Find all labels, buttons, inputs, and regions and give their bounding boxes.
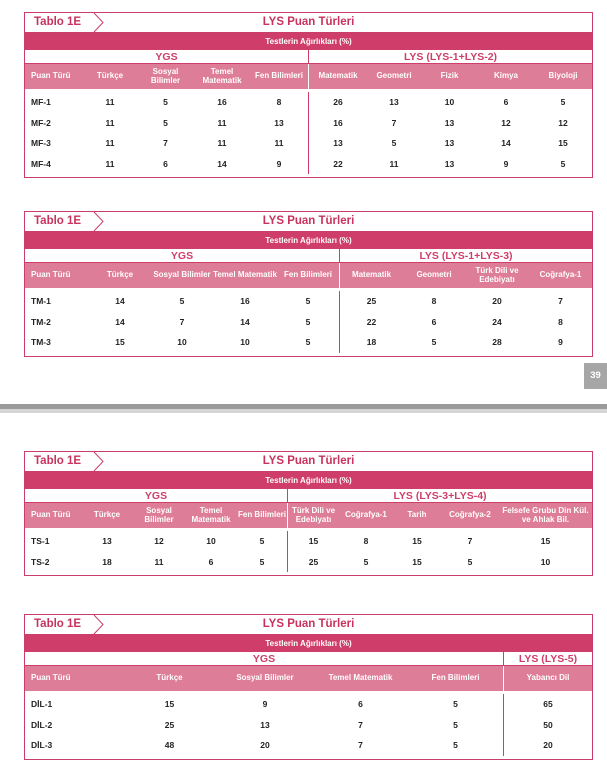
cell: 20 bbox=[503, 735, 592, 756]
cell: 24 bbox=[492, 316, 502, 327]
cell: 6 bbox=[163, 158, 168, 169]
cell: 5 bbox=[453, 699, 458, 710]
col-header: Matematik bbox=[339, 263, 403, 288]
column-headers bbox=[25, 64, 592, 89]
table-body bbox=[25, 288, 592, 356]
cell: 13 bbox=[444, 117, 455, 128]
col-header: Temel Matematik bbox=[213, 270, 277, 280]
table-title: LYS Puan Türleri bbox=[262, 455, 355, 467]
cell: 7 bbox=[358, 719, 363, 730]
cell: 10 bbox=[540, 556, 551, 567]
page-number: 39 bbox=[584, 363, 607, 389]
table-row bbox=[25, 332, 592, 353]
table-header bbox=[25, 212, 592, 232]
col-header: Tarih bbox=[407, 510, 427, 520]
cell: 5 bbox=[179, 296, 185, 307]
cell: 9 bbox=[503, 158, 509, 169]
cell: 7 bbox=[467, 536, 473, 547]
cell: 9 bbox=[262, 699, 268, 710]
cell: 15 bbox=[287, 531, 339, 552]
col-header: Sosyal Bilimler bbox=[236, 673, 294, 683]
col-header: Temel Matematik bbox=[328, 673, 393, 683]
table-title: LYS Puan Türleri bbox=[262, 16, 355, 28]
cell: 10 bbox=[206, 536, 216, 547]
cell: 48 bbox=[164, 740, 175, 751]
col-header: Geometri bbox=[376, 71, 412, 81]
cell: 15 bbox=[412, 556, 422, 567]
table-header bbox=[25, 452, 592, 472]
group-lys: LYS (LYS-3+LYS-4) bbox=[287, 489, 592, 503]
table-title: LYS Puan Türleri bbox=[262, 215, 355, 227]
tag-chevron-icon bbox=[93, 13, 105, 32]
table-row bbox=[25, 291, 592, 312]
cell: 11 bbox=[217, 138, 227, 149]
table-row bbox=[25, 312, 592, 333]
row-label: DİL-1 bbox=[31, 699, 53, 710]
cell: 22 bbox=[339, 312, 403, 333]
cell: 11 bbox=[274, 138, 284, 149]
column-headers bbox=[25, 666, 592, 691]
group-row bbox=[25, 249, 592, 263]
row-label: MF-2 bbox=[31, 117, 51, 128]
cell: 8 bbox=[558, 316, 563, 327]
table-row bbox=[25, 694, 592, 715]
cell: 8 bbox=[363, 536, 369, 547]
cell: 5 bbox=[259, 536, 265, 547]
cell: 11 bbox=[389, 158, 399, 169]
cell: 12 bbox=[154, 536, 164, 547]
cell: 10 bbox=[444, 97, 455, 108]
group-row bbox=[25, 489, 592, 503]
cell: 16 bbox=[240, 296, 250, 307]
cell: 6 bbox=[503, 97, 509, 108]
col-header: Coğrafya-2 bbox=[449, 510, 491, 520]
table-subtitle: Testlerin Ağırlıkları (%) bbox=[25, 232, 592, 249]
col-header: Matematik bbox=[308, 64, 367, 89]
cell: 13 bbox=[389, 97, 399, 108]
table-row bbox=[25, 735, 592, 756]
cell: 20 bbox=[492, 296, 502, 307]
col-header: Fen Bilimleri bbox=[237, 510, 286, 520]
col-header: Geometri bbox=[416, 270, 452, 280]
table-tm bbox=[24, 211, 593, 357]
cell: 5 bbox=[467, 556, 473, 567]
page-divider-shadow bbox=[0, 409, 607, 413]
cell: 6 bbox=[431, 316, 437, 327]
table-title: LYS Puan Türleri bbox=[262, 618, 355, 630]
cell: 7 bbox=[163, 138, 168, 149]
cell: 50 bbox=[503, 715, 592, 736]
cell: 7 bbox=[179, 316, 185, 327]
col-header: Fizik bbox=[440, 71, 459, 81]
column-headers bbox=[25, 503, 592, 528]
cell: 7 bbox=[358, 740, 363, 751]
cell: 13 bbox=[274, 117, 284, 128]
cell: 5 bbox=[391, 138, 397, 149]
group-row bbox=[25, 652, 592, 666]
cell: 15 bbox=[164, 699, 175, 710]
col-header: Fen Bilimleri bbox=[431, 673, 480, 683]
cell: 8 bbox=[276, 97, 282, 108]
table-header bbox=[25, 615, 592, 635]
col-header: Türkçe bbox=[96, 71, 124, 81]
table-row bbox=[25, 92, 592, 113]
table-subtitle: Testlerin Ağırlıkları (%) bbox=[25, 33, 592, 50]
tag-chevron-icon bbox=[93, 212, 105, 231]
row-label: TS-2 bbox=[31, 556, 50, 567]
cell: 5 bbox=[163, 117, 168, 128]
col-header: Fen Bilimleri bbox=[283, 270, 332, 280]
cell: 14 bbox=[115, 316, 125, 327]
cell: 14 bbox=[501, 138, 511, 149]
col-header: Sosyal Bilimler bbox=[153, 270, 211, 280]
table-row bbox=[25, 531, 592, 552]
group-lys: LYS (LYS-5) bbox=[503, 652, 592, 666]
cell: 11 bbox=[105, 138, 115, 149]
cell: 18 bbox=[102, 556, 112, 567]
cell: 11 bbox=[105, 117, 115, 128]
table-header bbox=[25, 13, 592, 33]
cell: 9 bbox=[276, 158, 282, 169]
table-dil bbox=[24, 614, 593, 760]
row-label: MF-1 bbox=[31, 97, 51, 108]
cell: 65 bbox=[503, 694, 592, 715]
cell: 7 bbox=[558, 296, 563, 307]
cell: 12 bbox=[558, 117, 568, 128]
table-row bbox=[25, 715, 592, 736]
row-label: MF-4 bbox=[31, 158, 51, 169]
row-label: TM-1 bbox=[31, 296, 51, 307]
cell: 5 bbox=[363, 556, 369, 567]
cell: 10 bbox=[177, 337, 187, 348]
row-label: TM-3 bbox=[31, 337, 51, 348]
tag-chevron-icon bbox=[93, 452, 105, 471]
cell: 18 bbox=[339, 332, 403, 353]
col-header: Türkçe bbox=[93, 510, 121, 520]
table-row bbox=[25, 552, 592, 573]
cell: 25 bbox=[287, 552, 339, 573]
cell: 25 bbox=[164, 719, 175, 730]
tag-chevron-icon bbox=[93, 615, 105, 634]
table-ts bbox=[24, 451, 593, 576]
cell: 13 bbox=[260, 719, 270, 730]
cell: 5 bbox=[305, 316, 311, 327]
cell: 16 bbox=[308, 113, 367, 134]
cell: 5 bbox=[431, 337, 437, 348]
col-header: Coğrafya-1 bbox=[539, 270, 582, 280]
table-tag: Tablo 1E bbox=[25, 212, 95, 231]
cell: 15 bbox=[115, 337, 125, 348]
row-label: DİL-3 bbox=[31, 740, 53, 751]
col-header: Temel Matematik bbox=[202, 67, 242, 85]
cell: 6 bbox=[208, 556, 214, 567]
cell: 11 bbox=[217, 117, 227, 128]
table-row bbox=[25, 133, 592, 154]
cell: 10 bbox=[240, 337, 250, 348]
table-subtitle: Testlerin Ağırlıkları (%) bbox=[25, 472, 592, 489]
table-body bbox=[25, 528, 592, 575]
row-label: TM-2 bbox=[31, 316, 51, 327]
cell: 5 bbox=[259, 556, 265, 567]
cell: 8 bbox=[431, 296, 437, 307]
row-label: TS-1 bbox=[31, 536, 50, 547]
col-header: Coğrafya-1 bbox=[345, 510, 387, 520]
table-body bbox=[25, 691, 592, 759]
col-header: Biyoloji bbox=[548, 71, 578, 81]
row-label: MF-3 bbox=[31, 138, 51, 149]
col-header: Yabancı Dil bbox=[503, 666, 592, 691]
cell: 20 bbox=[260, 740, 270, 751]
cell: 5 bbox=[305, 296, 311, 307]
column-headers bbox=[25, 263, 592, 288]
cell: 28 bbox=[492, 337, 502, 348]
col-header: Sosyal Bilimler bbox=[150, 67, 181, 85]
cell: 22 bbox=[308, 154, 367, 175]
cell: 11 bbox=[105, 97, 115, 108]
cell: 14 bbox=[217, 158, 227, 169]
col-header: Puan Türü bbox=[31, 673, 71, 683]
cell: 25 bbox=[339, 291, 403, 312]
group-lys: LYS (LYS-1+LYS-2) bbox=[308, 50, 592, 64]
cell: 15 bbox=[558, 138, 568, 149]
cell: 16 bbox=[217, 97, 227, 108]
col-header: Türk Dili ve Edebiyatı bbox=[475, 266, 519, 284]
col-header: Türk Dili ve Edebiyatı bbox=[287, 503, 339, 528]
col-header: Fen Bilimleri bbox=[254, 71, 303, 81]
cell: 7 bbox=[391, 117, 397, 128]
col-header: Puan Türü bbox=[31, 510, 71, 520]
col-header: Kimya bbox=[493, 71, 518, 81]
cell: 5 bbox=[453, 740, 458, 751]
cell: 13 bbox=[444, 138, 455, 149]
cell: 9 bbox=[558, 337, 563, 348]
cell: 5 bbox=[560, 158, 566, 169]
cell: 11 bbox=[105, 158, 115, 169]
table-tag: Tablo 1E bbox=[25, 13, 95, 32]
cell: 12 bbox=[501, 117, 511, 128]
table-tag: Tablo 1E bbox=[25, 615, 95, 634]
group-ygs: YGS bbox=[25, 652, 503, 666]
col-header: Puan Türü bbox=[31, 71, 71, 81]
group-lys: LYS (LYS-1+LYS-3) bbox=[339, 249, 592, 263]
cell: 13 bbox=[102, 536, 112, 547]
cell: 15 bbox=[540, 536, 551, 547]
cell: 15 bbox=[412, 536, 422, 547]
cell: 11 bbox=[154, 556, 164, 567]
table-row bbox=[25, 154, 592, 175]
col-header: Felsefe Grubu Din Kül. ve Ahlak Bil. bbox=[502, 506, 589, 524]
cell: 14 bbox=[240, 316, 250, 327]
cell: 13 bbox=[308, 133, 367, 154]
table-subtitle: Testlerin Ağırlıkları (%) bbox=[25, 635, 592, 652]
table-row bbox=[25, 113, 592, 134]
cell: 13 bbox=[444, 158, 455, 169]
cell: 5 bbox=[560, 97, 566, 108]
col-header: Türkçe bbox=[106, 270, 134, 280]
col-header: Temel Matematik bbox=[191, 506, 231, 524]
group-ygs: YGS bbox=[25, 249, 339, 263]
table-body bbox=[25, 89, 592, 177]
cell: 5 bbox=[305, 337, 311, 348]
col-header: Türkçe bbox=[156, 673, 183, 683]
col-header: Puan Türü bbox=[31, 270, 71, 280]
cell: 6 bbox=[358, 699, 363, 710]
cell: 5 bbox=[163, 97, 168, 108]
table-mf bbox=[24, 12, 593, 178]
row-label: DİL-2 bbox=[31, 719, 53, 730]
col-header: Sosyal Bilimler bbox=[144, 506, 174, 524]
cell: 26 bbox=[308, 92, 367, 113]
group-ygs: YGS bbox=[25, 489, 287, 503]
table-tag: Tablo 1E bbox=[25, 452, 95, 471]
cell: 5 bbox=[453, 719, 458, 730]
cell: 14 bbox=[115, 296, 125, 307]
group-ygs: YGS bbox=[25, 50, 308, 64]
group-row bbox=[25, 50, 592, 64]
